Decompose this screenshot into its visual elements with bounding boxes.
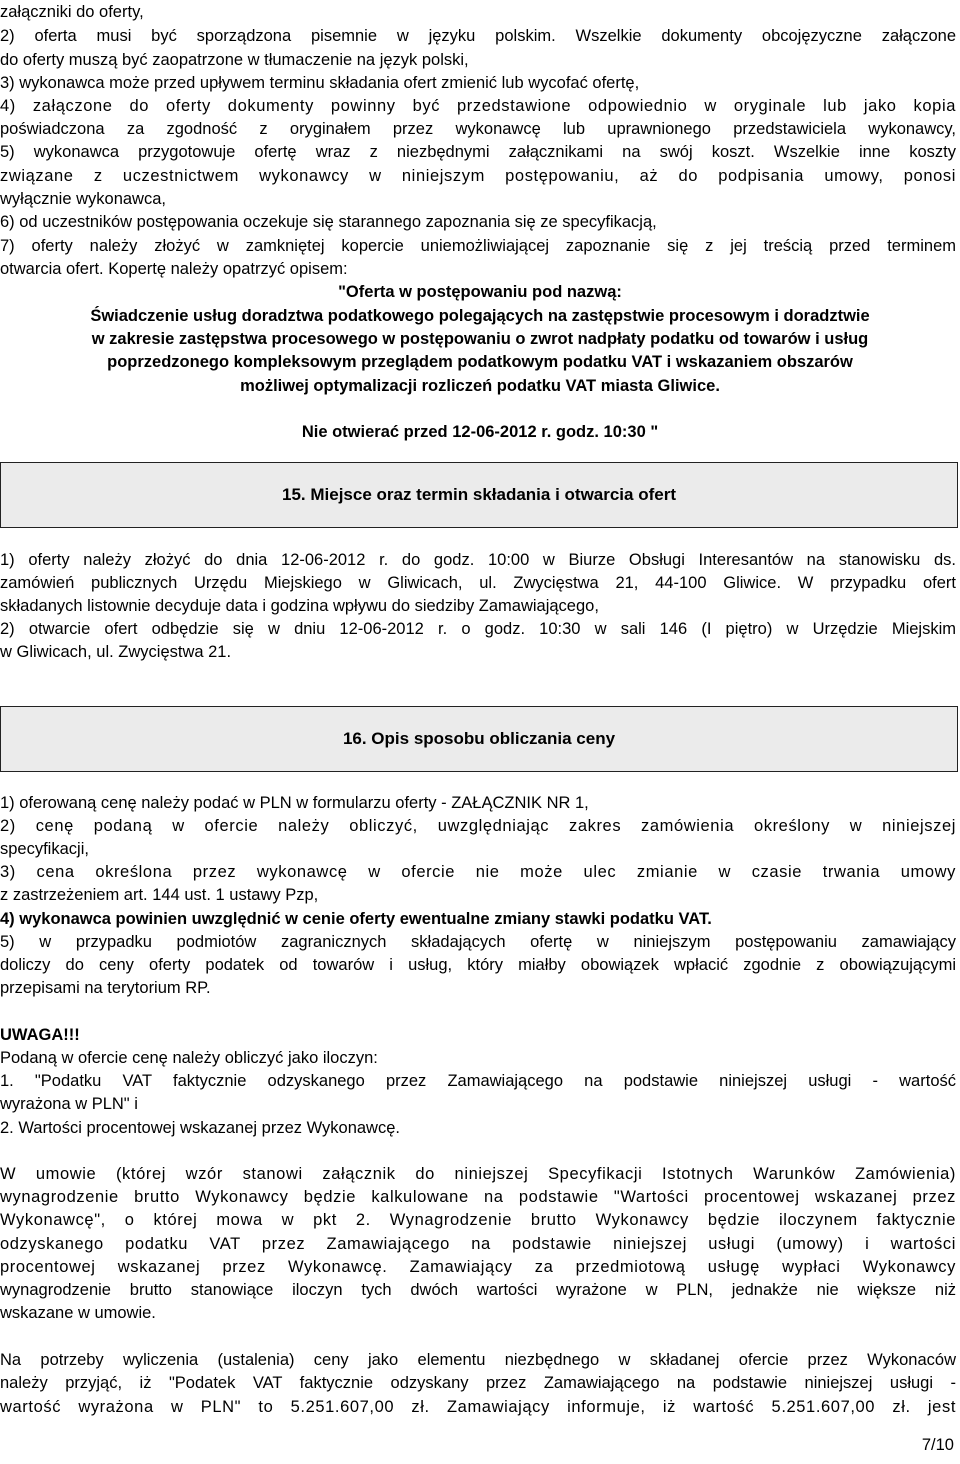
text-line: procentowej wskazanej przez Wykonawcę. Zamawiający za przedmiotową usługę wypłaci Wykonawcy: [0, 1258, 956, 1276]
text-line: 2. Wartości procentowej wskazanej przez Wykonawcę.: [0, 1119, 400, 1137]
text-line: otwarcia ofert. Kopertę należy opatrzyć opisem:: [0, 260, 348, 278]
section-16-title: 16. Opis sposobu obliczania ceny: [342, 729, 616, 748]
text-line: wyrażona w PLN" i: [0, 1095, 138, 1113]
envelope-line: Świadczenie usług doradztwa podatkowego polegających na zastępstwie procesowym i doradztwie: [90, 307, 870, 325]
text-line: poświadczona za zgodność z oryginałem przez wykonawcę lub uprawnionego przedstawiciela wykonawcy,: [0, 120, 956, 138]
text-line: 2) cenę podaną w ofercie należy obliczyć, uwzględniając zakres zamówienia określony w niniejszej: [0, 817, 956, 835]
text-line: zamówień publicznych Urzędu Miejskiego w Gliwicach, ul. Zwycięstwa 21, 44-100 Gliwice. W przypadku ofert: [0, 574, 956, 592]
text-line: 5) wykonawca przygotowuje ofertę wraz z niezbędnymi załącznikami na swój koszt. Wszelkie inne koszty: [0, 143, 956, 161]
text-line-bold: 4) wykonawca powinien uwzględnić w cenie oferty ewentualne zmiany stawki podatku VAT.: [0, 910, 712, 928]
text-line: 7) oferty należy złożyć w zamkniętej kopercie uniemożliwiającej zapoznanie się z jej treścią przed terminem: [0, 237, 956, 255]
text-line: odzyskanego podatku VAT przez Zamawiającego na podstawie niniejszej usługi (umowy) i wartości: [0, 1235, 956, 1253]
text-line: 3) cena określona przez wykonawcę w ofercie nie może ulec zmianie w czasie trwania umowy: [0, 863, 956, 881]
uwaga-heading: UWAGA!!!: [0, 1026, 80, 1044]
text-line: 1. "Podatku VAT faktycznie odzyskanego przez Zamawiającego na podstawie niniejszej usługi - wartość: [0, 1072, 956, 1090]
text-line: 1) oferty należy złożyć do dnia 12-06-2012 r. do godz. 10:00 w Biurze Obsługi Interesantów na stanowisku ds.: [0, 551, 956, 569]
text-line: przepisami na terytorium RP.: [0, 979, 211, 997]
text-line: składanych listownie decyduje data i godzina wpływu do siedziby Zamawiającego,: [0, 597, 599, 615]
text-line: 5) w przypadku podmiotów zagranicznych składających ofertę w niniejszym postępowaniu zamawiający: [0, 933, 956, 951]
text-line: Podaną w ofercie cenę należy obliczyć jako iloczyn:: [0, 1049, 378, 1067]
text-line: należy przyjąć, iż "Podatek VAT faktycznie odzyskany przez Zamawiającego na podstawie niniejszej usługi -: [0, 1374, 956, 1392]
text-line: doliczy do ceny oferty podatek od towarów i usług, który miałby obowiązek wpłacić zgodnie z obowiązującymi: [0, 956, 956, 974]
text-line: wynagrodzenie brutto Wykonawcy będzie kalkulowane na podstawie "Wartości procentowej wskazanej przez: [0, 1188, 956, 1206]
text-line: 3) wykonawca może przed upływem terminu składania ofert zmienić lub wycofać ofertę,: [0, 74, 640, 92]
envelope-line: poprzedzonego kompleksowym przeglądem podatkowym podatku VAT i wskazaniem obszarów: [107, 353, 853, 371]
section-15-title: 15. Miejsce oraz termin składania i otwarcia ofert: [282, 485, 676, 504]
text-line: do oferty muszą być zaopatrzone w tłumaczenie na język polski,: [0, 51, 469, 69]
text-line: W umowie (której wzór stanowi załącznik do niniejszej Specyfikacji Istotnych Warunków Zamówienia): [0, 1165, 956, 1183]
text-line: załączniki do oferty,: [0, 3, 144, 21]
envelope-line: możliwej optymalizacji rozliczeń podatku VAT miasta Gliwice.: [240, 377, 720, 395]
text-line: specyfikacji,: [0, 840, 89, 858]
do-not-open-notice: Nie otwierać przed 12-06-2012 r. godz. 10:30 ": [301, 423, 659, 441]
text-line: wyłącznie wykonawca,: [0, 190, 166, 208]
page-number: 7/10: [921, 1436, 954, 1454]
text-line: 2) oferta musi być sporządzona pisemnie w języku polskim. Wszelkie dokumenty obcojęzyczne załączone: [0, 27, 956, 45]
text-line: wskazane w umowie.: [0, 1304, 156, 1322]
text-line: wartość wyrażona w PLN" to 5.251.607,00 zł. Zamawiający informuje, iż wartość 5.251.607,00 zł. jest: [0, 1398, 956, 1416]
text-line: Wykonawcę", o której mowa w pkt 2. Wynagrodzenie brutto Wykonawcy będzie iloczynem faktycznie: [0, 1211, 956, 1229]
text-line: wynagrodzenie brutto stanowiące iloczyn tych dwóch wartości wyrażone w PLN, jednakże nie większe niż: [0, 1281, 956, 1299]
text-line: z zastrzeżeniem art. 144 ust. 1 ustawy Pzp,: [0, 886, 319, 904]
text-line: związane z uczestnictwem wykonawcy w niniejszym postępowaniu, aż do podpisania umowy, ponosi: [0, 167, 956, 185]
text-line: 2) otwarcie ofert odbędzie się w dniu 12-06-2012 r. o godz. 10:30 w sali 146 (I piętro) w Urzędzie Miejskim: [0, 620, 956, 638]
text-line: Na potrzeby wyliczenia (ustalenia) ceny jako elementu niezbędnego w składanej ofercie przez Wykonaców: [0, 1351, 956, 1369]
text-line: 6) od uczestników postępowania oczekuje się starannego zapoznania się ze specyfikacją,: [0, 213, 657, 231]
text-line: w Gliwicach, ul. Zwycięstwa 21.: [0, 643, 232, 661]
text-line: 1) oferowaną cenę należy podać w PLN w formularzu oferty - ZAŁĄCZNIK NR 1,: [0, 794, 589, 812]
text-line: 4) załączone do oferty dokumenty powinny być przedstawione odpowiednio w oryginale lub jako kopia: [0, 97, 956, 115]
envelope-line: w zakresie zastępstwa procesowego w postępowaniu o zwrot nadpłaty podatku od towarów i usług: [91, 330, 869, 348]
envelope-heading: "Oferta w postępowaniu pod nazwą:: [338, 283, 622, 301]
